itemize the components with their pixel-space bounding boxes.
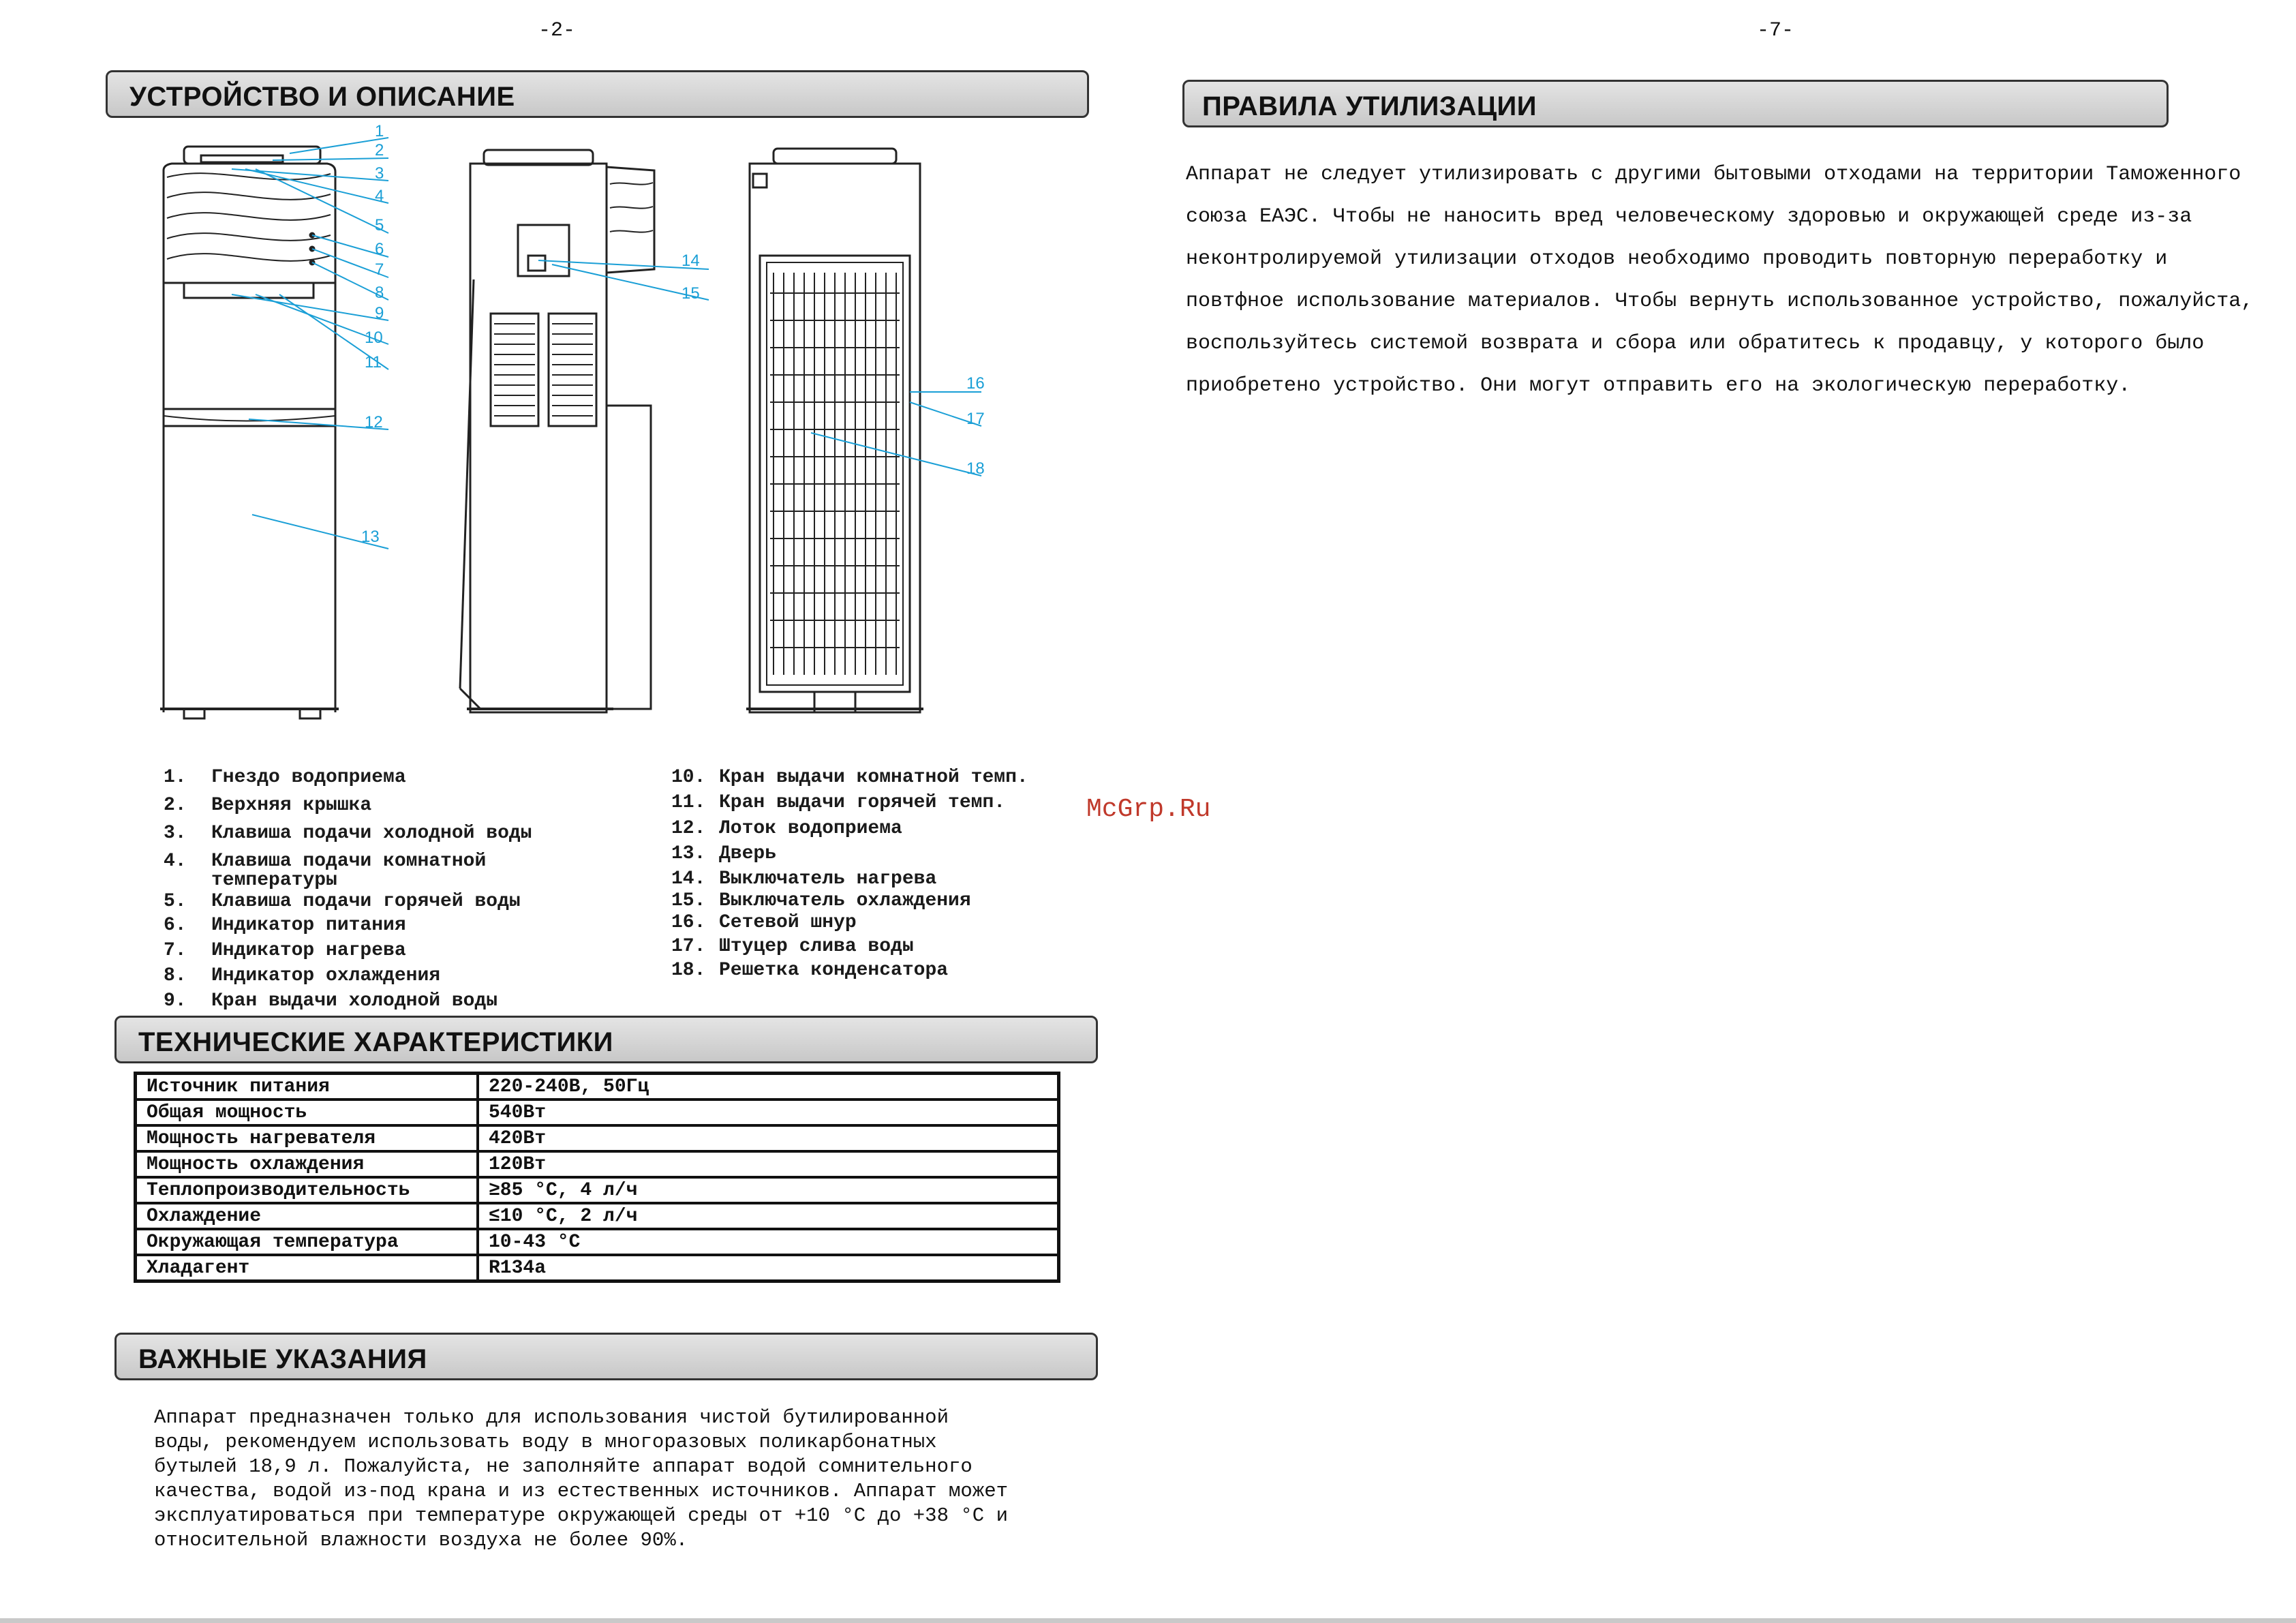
section-title-disposal: ПРАВИЛА УТИЛИЗАЦИИ xyxy=(1202,91,1537,121)
callout-2: 2 xyxy=(375,141,384,160)
list-item: 1. Гнездо водоприема xyxy=(164,767,406,788)
callout-7: 7 xyxy=(375,260,384,279)
table-row: Мощность нагревателя 420Вт xyxy=(136,1125,1059,1151)
callout-16: 16 xyxy=(966,374,985,393)
list-item: 7. Индикатор нагрева xyxy=(164,940,406,961)
water-dispenser-diagram xyxy=(136,116,1036,729)
list-item: 9. Кран выдачи холодной воды xyxy=(164,990,498,1012)
list-item: 12. Лоток водоприема xyxy=(671,818,902,839)
table-row: Окружающая температура 10-43 °C xyxy=(136,1229,1059,1255)
callout-12: 12 xyxy=(365,413,383,431)
callout-9: 9 xyxy=(375,304,384,322)
list-item: 11. Кран выдачи горячей темп. xyxy=(671,792,1006,813)
callout-3: 3 xyxy=(375,164,384,183)
callout-6: 6 xyxy=(375,240,384,258)
table-row: Источник питания 220-240В, 50Гц xyxy=(136,1074,1059,1100)
side-view xyxy=(460,150,654,712)
list-item: 10. Кран выдачи комнатной темп. xyxy=(671,767,1028,788)
section-title-device: УСТРОЙСТВО И ОПИСАНИЕ xyxy=(129,82,515,112)
section-header-device xyxy=(106,70,1089,118)
list-item: 17. Штуцер слива воды xyxy=(671,936,914,957)
table-row: Мощность охлаждения 120Вт xyxy=(136,1151,1059,1177)
page-number-left: -2- xyxy=(538,19,576,42)
list-item: 16. Сетевой шнур xyxy=(671,912,857,933)
callout-10: 10 xyxy=(365,329,383,347)
section-title-specs: ТЕХНИЧЕСКИЕ ХАРАКТЕРИСТИКИ xyxy=(138,1027,613,1057)
callout-15: 15 xyxy=(682,284,700,303)
watermark: McGrp.Ru xyxy=(1086,795,1211,824)
bottom-rule xyxy=(0,1618,2296,1623)
table-row: Общая мощность 540Вт xyxy=(136,1099,1059,1125)
callout-4: 4 xyxy=(375,187,384,205)
disposal-paragraph: Аппарат не следует утилизировать с другими бытовыми отходами на территории Таможенного союза ЕАЭС. Чтобы не наносить вред человеческому здоровью и окружающей среде из-за неконтролируемой утилизации отходов необходимо проводить повторную переработку и повтфное использование материалов. Чтобы вернуть использованное устройство, пожалуйста, воспользуйтесь системой возврата и сбора или обратитесь к продавцу, у которого было приобретено устройство. Они могут отправить его на экологическую переработку. xyxy=(1186,163,2254,397)
list-item: 13. Дверь xyxy=(671,843,777,864)
callout-13: 13 xyxy=(361,528,380,546)
list-item: 18. Решетка конденсатора xyxy=(671,960,949,981)
list-item: 14. Выключатель нагрева xyxy=(671,868,937,890)
section-header-specs xyxy=(114,1016,1098,1063)
section-header-disposal xyxy=(1182,80,2169,127)
list-item: 2. Верхняя крышка xyxy=(164,795,372,816)
list-item: 15. Выключатель охлаждения xyxy=(671,890,971,911)
table-row: Теплопроизводительность ≥85 °C, 4 л/ч xyxy=(136,1177,1059,1203)
specs-table xyxy=(134,1072,1060,1283)
list-item: температуры xyxy=(211,870,337,891)
callout-1: 1 xyxy=(375,122,384,140)
list-item: 3. Клавиша подачи холодной воды xyxy=(164,823,532,844)
notes-paragraph: Аппарат предназначен только для использования чистой бутилированной воды, рекомендуем использовать воду в многоразовых поликарбонатных бутылей 18,9 л. Пожалуйста, не заполняйте аппарат водой сомнительного качества, водой из-под крана и из естественных источников. Аппарат может эксплуатироваться при температуре окружающей среды от +10 °C до +38 °C и относительной влажности воздуха не более 90%. xyxy=(154,1406,1009,1551)
table-row: Хладагент R134a xyxy=(136,1255,1059,1281)
callout-8: 8 xyxy=(375,284,384,302)
callout-5: 5 xyxy=(375,216,384,234)
callout-11: 11 xyxy=(365,353,382,371)
list-item: 4. Клавиша подачи комнатной xyxy=(164,851,487,872)
section-header-notes xyxy=(114,1333,1098,1380)
list-item: 5. Клавиша подачи горячей воды xyxy=(164,891,521,912)
callout-18: 18 xyxy=(966,459,985,478)
table-row: Охлаждение ≤10 °C, 2 л/ч xyxy=(136,1203,1059,1229)
page-number-right: -7- xyxy=(1757,19,1794,42)
list-item: 6. Индикатор питания xyxy=(164,915,406,936)
callout-17: 17 xyxy=(966,410,985,428)
callout-14: 14 xyxy=(682,252,700,270)
list-item: 8. Индикатор охлаждения xyxy=(164,965,441,986)
front-view xyxy=(160,147,339,718)
section-title-notes: ВАЖНЫЕ УКАЗАНИЯ xyxy=(138,1344,427,1374)
